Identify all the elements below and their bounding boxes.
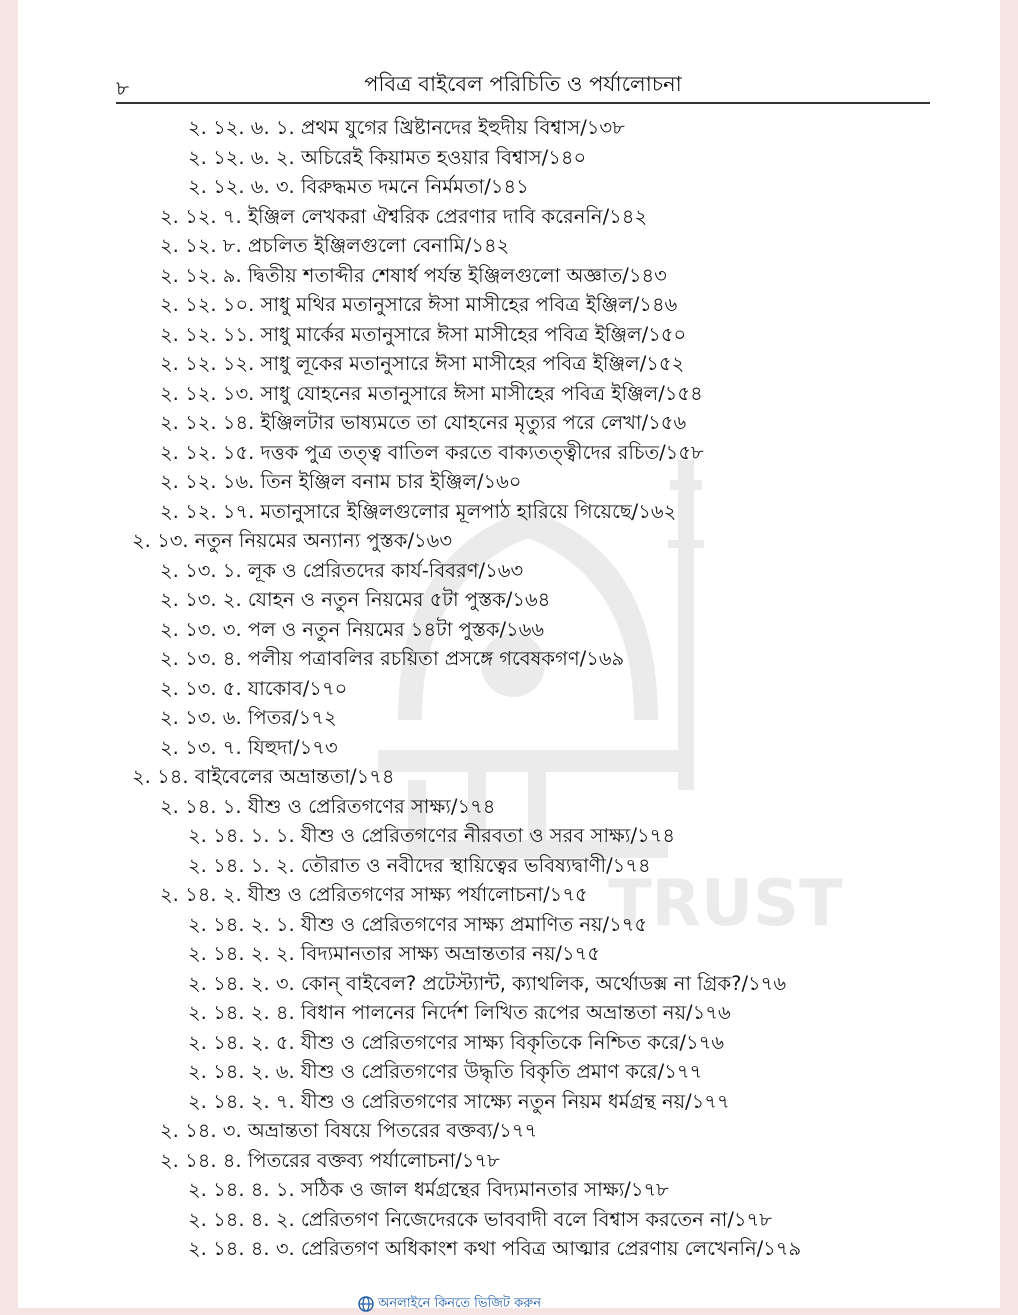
toc-entry: ২. ১৩. ৬. পিতর/১৭২	[160, 706, 337, 729]
toc-entry: ২. ১৪. ৪. ৩. প্রেরিতগণ অধিকাংশ কথা পবিত্র আত্মার প্রেরণায় লেখেননি/১৭৯	[188, 1237, 802, 1260]
toc-entry: ২. ১৪. ৪. ২. প্রেরিতগণ নিজেদেরকে ভাববাদী বলে বিশ্বাস করতেন না/১৭৮	[188, 1207, 772, 1231]
toc-entry: ২. ১৪. ২. ৫. যীশু ও প্রেরিতগণের সাক্ষ্য বিকৃতিকে নিশ্চিত করে/১৭৬	[188, 1030, 725, 1054]
toc-entry: ২. ১২. ৯. দ্বিতীয় শতাব্দীর শেষার্ধ পর্যন্ত ইঞ্জিলগুলো অজ্ঞাত/১৪৩	[160, 263, 667, 287]
toc-entry: ২. ১২. ১৬. তিন ইঞ্জিল বনাম চার ইঞ্জিল/১৬০	[160, 470, 522, 493]
globe-icon	[358, 1296, 374, 1312]
toc-entry: ২. ১২. ৭. ইঞ্জিল লেখকরা ঐশ্বরিক প্রেরণার দাবি করেননি/১৪২	[160, 204, 648, 228]
toc-entry: ২. ১৪. ২. ১. যীশু ও প্রেরিতগণের সাক্ষ্য প্রমাণিত নয়/১৭৫	[188, 912, 648, 936]
book-title: পবিত্র বাইবেল পরিচিতি ও পর্যালোচনা	[364, 72, 682, 96]
toc-entry: ২. ১৩. ১. লূক ও প্রেরিতদের কার্য-বিবরণ/১৬৩	[160, 558, 524, 582]
toc-entry: ২. ১২. ১৪. ইঞ্জিলটার ভাষ্যমতে তা যোহনের মৃত্যুর পরে লেখা/১৫৬	[160, 411, 687, 434]
toc-entry: ২. ১৩. নতুন নিয়মের অন্যান্য পুস্তক/১৬৩	[132, 529, 453, 552]
toc-entry: ২. ১৪. ১. যীশু ও প্রেরিতগণের সাক্ষ্য/১৭৪	[160, 794, 496, 818]
table-of-contents	[18, 113, 1000, 1264]
toc-entry: ২. ১২. ৬. ৩. বিরুদ্ধমত দমনে নির্মমতা/১৪১	[188, 175, 529, 198]
toc-entry: ২. ১২. ১৩. সাধু যোহনের মতানুসারে ঈসা মাসীহের পবিত্র ইঞ্জিল/১৫৪	[160, 381, 703, 405]
toc-entry: ২. ১৩. ৩. পল ও নতুন নিয়মের ১৪টা পুস্তক/১৬৬	[160, 617, 545, 641]
toc-entry: ২. ১৪. ২. ৬. যীশু ও প্রেরিতগণের উদ্ধৃতি বিকৃতি প্রমাণ করে/১৭৭	[188, 1060, 703, 1083]
toc-entry: ২. ১৪. ২. ৪. বিধান পালনের নির্দেশ লিখিত রূপের অভ্রান্ততা নয়/১৭৬	[188, 1001, 731, 1024]
toc-entry: ২. ১৪. ২. ৭. যীশু ও প্রেরিতগণের সাক্ষ্যে নতুন নিয়ম ধর্মগ্রন্থ নয়/১৭৭	[188, 1089, 730, 1113]
toc-entry: ২. ১৪. ২. যীশু ও প্রেরিতগণের সাক্ষ্য পর্যালোচনা/১৭৫	[160, 883, 588, 906]
toc-entry: ২. ১৪. ১. ২. তৌরাত ও নবীদের স্থায়িত্বের ভবিষ্যদ্বাণী/১৭৪	[188, 853, 651, 877]
toc-entry: ২. ১২. ৬. ২. অচিরেই কিয়ামত হওয়ার বিশ্বাস/১৪০	[188, 145, 587, 169]
footer-text: অনলাইনে কিনতে ভিজিট করুন	[378, 1296, 541, 1311]
toc-entry: ২. ১৩. ৫. যাকোব/১৭০	[160, 676, 348, 700]
toc-entry: ২. ১৪. ২. ২. বিদ্যমানতার সাক্ষ্য অভ্রান্ততার নয়/১৭৫	[188, 942, 600, 965]
toc-entry: ২. ১৪. বাইবেলের অভ্রান্ততা/১৭৪	[132, 765, 395, 788]
toc-entry: ২. ১৩. ৭. যিহুদা/১৭৩	[160, 735, 338, 759]
toc-entry: ২. ১২. ৬. ১. প্রথম যুগের খ্রিষ্টানদের ইহুদীয় বিশ্বাস/১৩৮	[188, 116, 625, 139]
footer-link[interactable]	[358, 1294, 541, 1315]
watermark-text: TRUST	[608, 867, 843, 941]
toc-entry: ২. ১৪. ৪. পিতরের বক্তব্য পর্যালোচনা/১৭৮	[160, 1148, 500, 1172]
toc-entry: ২. ১৩. ৪. পলীয় পত্রাবলির রচয়িতা প্রসঙ্গে গবেষকগণ/১৬৯	[160, 647, 625, 670]
toc-entry: ২. ১২. ১৭. মতানুসারে ইঞ্জিলগুলোর মূলপাঠ হারিয়ে গিয়েছে/১৬২	[160, 499, 677, 523]
page-header	[116, 66, 930, 104]
toc-entry: ২. ১৪. ৩. অভ্রান্ততা বিষয়ে পিতরের বক্তব্য/১৭৭	[160, 1119, 538, 1142]
document-page	[18, 0, 1000, 1311]
toc-entry: ২. ১২. ১৫. দত্তক পুত্র তত্ত্ব বাতিল করতে বাক্যতত্ত্বীদের রচিত/১৫৮	[160, 440, 704, 464]
toc-entry: ২. ১৪. ১. ১. যীশু ও প্রেরিতগণের নীরবতা ও সরব সাক্ষ্য/১৭৪	[188, 824, 676, 847]
toc-entry: ২. ১২. ১০. সাধু মথির মতানুসারে ঈসা মাসীহের পবিত্র ইঞ্জিল/১৪৬	[160, 293, 678, 316]
toc-entry: ২. ১৪. ২. ৩. কোন্ বাইবেল? প্রটেস্ট্যান্ট, ক্যাথলিক, অর্থোডক্স না গ্রিক?/১৭৬	[188, 971, 787, 995]
toc-entry: ২. ১২. ১২. সাধু লূকের মতানুসারে ঈসা মাসীহের পবিত্র ইঞ্জিল/১৫২	[160, 352, 685, 375]
page-number: ৮	[116, 76, 129, 100]
toc-entry: ২. ১৩. ২. যোহন ও নতুন নিয়মের ৫টা পুস্তক/১৬৪	[160, 588, 551, 611]
toc-entry: ২. ১৪. ৪. ১. সঠিক ও জাল ধর্মগ্রন্থের বিদ্যমানতার সাক্ষ্য/১৭৮	[188, 1178, 669, 1201]
toc-entry: ২. ১২. ১১. সাধু মার্কের মতানুসারে ঈসা মাসীহের পবিত্র ইঞ্জিল/১৫০	[160, 322, 687, 346]
toc-entry: ২. ১২. ৮. প্রচলিত ইঞ্জিলগুলো বেনামি/১৪২	[160, 234, 510, 257]
